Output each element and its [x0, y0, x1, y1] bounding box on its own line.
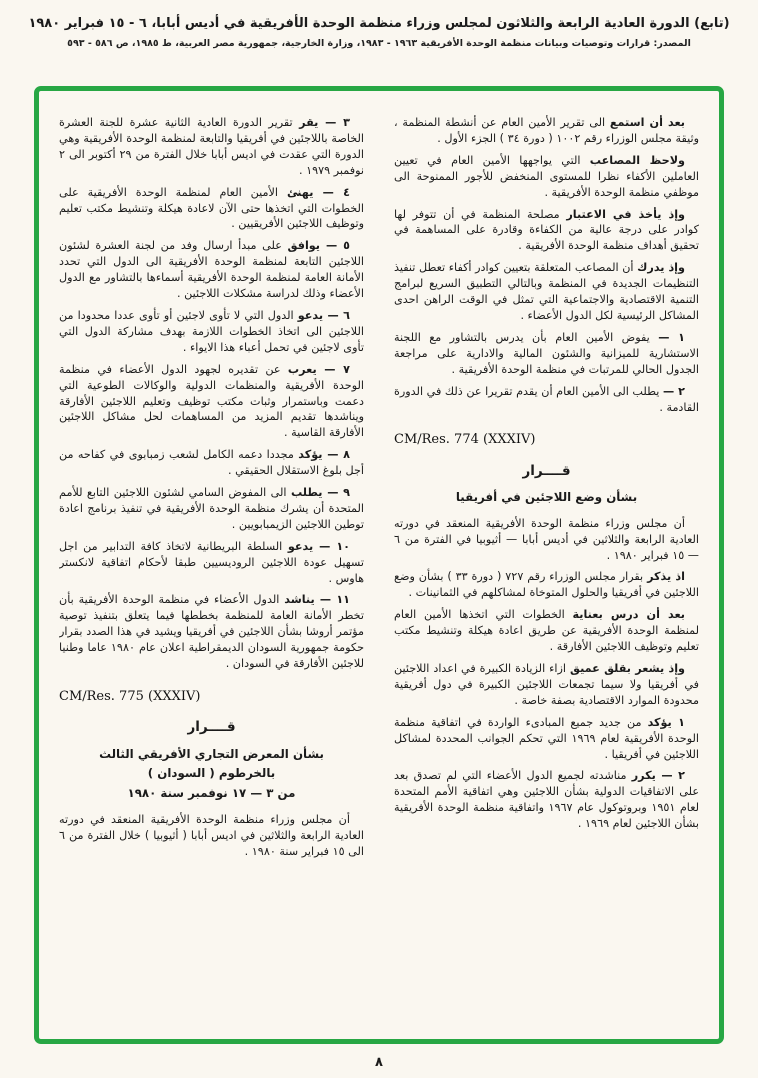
paragraph-lead: وإذ يشعر بقلق عميق: [570, 662, 685, 676]
paragraph-lead: ٩ — يطلب: [290, 486, 350, 500]
green-frame: [34, 86, 724, 1044]
paragraph-lead: ولاحظ المصاعب: [589, 153, 685, 167]
paragraph: [59, 592, 364, 672]
resolution-subtitle-775-line3: من ٣ — ١٧ نوفمبر سنة ١٩٨٠: [127, 786, 296, 801]
paragraph-text: بقرار مجلس الوزراء رقم ٧٢٧ ( دورة ٣٣ ) بشأن وضع اللاجئين في أفريقيا والحلول المتوخاة لمشاكلهم في الثمانينات .: [394, 570, 699, 600]
paragraph: [59, 485, 364, 533]
paragraph: [394, 207, 699, 255]
paragraph-lead: وإذ يدرك: [637, 261, 685, 275]
paragraph: [394, 661, 699, 709]
paragraph-text: مصلحة المنظمة في أن تتوفر لها كوادر على درجة عالية من الكفاءة وقادرة على المساهمة في تحقيق أهداف منظمة الوحدة الأفريقية .: [394, 207, 699, 253]
paragraph-lead: ٢ — يكرر: [631, 769, 685, 783]
paragraph-text: الى المفوض السامي لشئون اللاجئين التابع للأمم المتحدة أن يشرك منظمة الوحدة الأفريقية في تنفيذ برنامج اعادة توطين اللاجئين الزيمبابويين .: [59, 486, 364, 531]
paragraph-lead: ١١ — يناشد: [284, 593, 350, 607]
paragraph-text: مناشدته لجميع الدول الأعضاء التي لم تصدق بعد على الاتفاقيات الدولية بشأن اللاجئين وهي اتفاقية الأمم المتحدة لعام ١٩٥١ وبروتوكول عام ١٩٦٧ واتفاقية منظمة الوحدة الأفريقية بشأن اللاجئين لعام ١٩٦٩ .: [394, 769, 699, 831]
paragraph-text: الخطوات التي اتخذها الأمين العام لمنظمة الوحدة الأفريقية عن طريق اعادة هيكلة وتنشيط مكتب تعليم وتوظيف اللاجئين الأفارقة .: [394, 608, 699, 654]
paragraph-lead: وإذ يأخذ في الاعتبار: [566, 207, 685, 221]
paragraph-text: الدول الأعضاء في منظمة الوحدة الأفريقية بأن تخطر الأمانة العامة للمنظمة بخططها فيما يتعلق بتنفيذ توصية مؤتمر أروشا بشأن اللاجئين في أفريقيا ويشيد في هذا الصدد بقرار حكومة جمهورية السودان الديمقراطية اعلان عام ١٩٨٠ عاما وطنيا للاجئين الأفارقة في السودان .: [59, 593, 364, 671]
paragraph: [394, 384, 699, 416]
resolution-subtitle-774: بشأن وضع اللاجئين في أفريقيا: [455, 490, 638, 505]
document-title: (تابع) الدورة العادية الرابعة والثلاثون لمجلس وزراء منظمة الوحدة الأفريقية في أديس أبابا، ٦ - ١٥ فبراير ١٩٨٠: [28, 16, 730, 31]
paragraph: [394, 516, 699, 564]
paragraph-text: أن مجلس وزراء منظمة الوحدة الأفريقية المنعقد في دورته العادية الرابعة والثلاثين في أديس أبابا — أثيوبيا في الفترة من ٦ — ١٥ فبراير ١٩٨٠ .: [394, 516, 699, 562]
paragraph-lead: ٣ — يقر: [299, 116, 350, 129]
paragraph: [394, 153, 699, 201]
paragraph: [59, 115, 364, 179]
paragraph: [394, 115, 699, 147]
paragraph: [394, 569, 699, 601]
paragraph: [394, 260, 699, 324]
paragraph-text: الى تقرير الأمين العام عن أنشطة المنظمة ، وثيقة مجلس الوزراء رقم ١٠٠٢ ( دورة ٣٤ ) الجزء الأول .: [394, 116, 699, 145]
paragraph-lead: ٢ —: [663, 384, 685, 398]
paragraph-text: الدول التي لا تأوى لاجئين أو تأوى عددا محدودا من اللاجئين الى اتخاذ الخطوات اللازمة بهدف مشاركة الدول التي تأوى لاجئين في تحمل أعباء هذا الايواء .: [59, 308, 364, 354]
resolution-id-774: CM/Res. 774 (XXXIV): [394, 432, 536, 448]
paragraph-text: من جديد جميع المبادىء الواردة في اتفاقية منظمة الوحدة الأفريقية لعام ١٩٦٩ التي تحكم الجوانب المحددة لمشاكل اللاجئين في أفريقيا .: [394, 715, 699, 761]
paragraph: [59, 362, 364, 442]
paragraph-text: ازاء الزيادة الكبيرة في اعداد اللاجئين في أفريقيا ولا سيما تجمعات اللاجئين الكبيرة في دول أفريقية محدودة الموارد الاقتصادية بصفة خاصة .: [394, 662, 699, 707]
paragraph-lead: ١٠ — يدعو: [287, 539, 350, 553]
paragraph-text: عن تقديره لجهود الدول الأعضاء في منظمة الوحدة الأفريقية والمنظمات الدولية والوكالات الطوعية التي دعمت وباستمرار وثبات مكتب توظيف وتعليم اللاجئين الأفارقة ويناشدها تقديم المزيد من المساهمات لحل مشاكل اللاجئين الأفارقة القاسية .: [59, 362, 364, 440]
paragraph-lead: ٥ — يوافق: [287, 239, 351, 253]
paragraph-text: تقرير الدورة العادية الثانية عشرة للجنة العشرة الخاصة باللاجئين في أفريقيا والتابعة لمنظمة الوحدة الأفريقية وهي الدورة التي عقدت في اديس أبابا خلال الفترة من ٢٩ أكتوبر الى ٢ نوفمبر ١٩٧٩ .: [59, 116, 364, 177]
paragraph: [59, 447, 364, 479]
paragraph-text: على مبدأ ارسال وفد من لجنة العشرة لشئون اللاجئين التابعة لمنظمة الوحدة الأفريقية الى الدول التي تحدد الأمانة العامة لمنظمة الوحدة الأفريقية أسماءها بالتشاور مع الدول الأعضاء وذلك لدراسة مشكلات اللاجئين .: [59, 239, 364, 301]
paragraph: [394, 715, 699, 763]
resolution-title-774: قــــرار: [522, 462, 571, 479]
page-number: ٨: [375, 1055, 383, 1070]
paragraph-text: أن المصاعب المتعلقة بتعيين كوادر أكفاء تعطل تنفيذ التنظيمات الجديدة في المنظمة وبالتالي التطبيق السريع لبرامج التنمية الاقتصادية والاجتماعية التي تمثل في الوقت الراهن احدى المشاكل الرئيسية لكل الدول الأعضاء .: [394, 261, 699, 322]
column-left: [59, 115, 364, 1031]
paragraph: [394, 607, 699, 655]
paragraph-lead: بعد أن استمع: [609, 116, 685, 129]
paragraph: [59, 812, 364, 860]
resolution-title-775: قــــرار: [187, 719, 236, 736]
paragraph-lead: ٧ — يعرب: [287, 362, 350, 376]
paragraph-lead: ١ —: [658, 330, 685, 344]
paragraph-lead: ١ يؤكد: [647, 715, 686, 729]
paragraph: [59, 539, 364, 587]
resolution-id-775: CM/Res. 775 (XXXIV): [59, 689, 201, 704]
resolution-subtitle-775-line1: بشأن المعرض التجاري الأفريقي الثالث: [99, 746, 324, 761]
paragraph-text: السلطة البريطانية لاتخاذ كافة التدابير من اجل تسهيل عودة اللاجئين الروديسيين طبقا لأحكام اتفاقية لانكستر هاوس .: [59, 539, 364, 585]
resolution-subtitle-775-line2: بالخرطوم ( السودان ): [147, 766, 276, 781]
column-right: [394, 115, 699, 1031]
paragraph: [59, 185, 364, 233]
paragraph-lead: ٤ — يهنئ: [286, 185, 350, 199]
document-source: المصدر: قرارات وتوصيات وبيانات منظمة الوحدة الأفريقية ١٩٦٣ - ١٩٨٣، وزارة الخارجية، جمهورية مصر العربية، ط ١٩٨٥، ص ٥٨٦ - ٥٩٣: [67, 38, 691, 49]
paragraph: [394, 768, 699, 832]
paragraph-text: مجددا دعمه الكامل لشعب زمبابوى في كفاحه من أجل بلوغ الاستقلال الحقيقي .: [59, 448, 364, 478]
paragraph-text: التي يواجهها الأمين العام في تعيين العاملين الأكفاء نظرا للمستوى المنخفض للأجور الممنوحة الى موظفي منظمة الوحدة الأفريقية .: [394, 153, 699, 199]
text-columns: [59, 115, 699, 1031]
paragraph-lead: بعد أن درس بعناية: [572, 608, 685, 622]
paragraph: [59, 238, 364, 302]
paragraph-text: يطلب الى الأمين العام أن يقدم تقريرا عن ذلك في الدورة القادمة .: [394, 384, 699, 414]
paragraph-lead: ٦ — يدعو: [297, 308, 351, 322]
paragraph-lead: اذ يذكر: [647, 570, 685, 584]
page-header: [0, 0, 758, 49]
paragraph: [394, 330, 699, 378]
paragraph-lead: ٨ — يؤكد: [298, 448, 350, 462]
paragraph-text: الأمين العام لمنظمة الوحدة الأفريقية على الخطوات التي اتخذها حتى الآن لاعادة هيكلة وتنشيط مكتب تعليم وتوظيف اللاجئين الأفريقيين .: [59, 185, 364, 231]
paragraph: [59, 308, 364, 356]
paragraph-text: أن مجلس وزراء منظمة الوحدة الأفريقية المنعقد في دورته العادية الرابعة والثلاثين في اديس أبابا ( أثيوبيا ) خلال الفترة من ٦ الى ١٥ فبراير سنة ١٩٨٠ .: [59, 812, 364, 858]
paragraph-text: يفوض الأمين العام بأن يدرس بالتشاور مع اللجنة الاستشارية للميزانية والشئون المالية والادارية على مراجعة الجدول الحالي للمرتبات في منظمة الوحدة الأفريقية .: [394, 330, 699, 376]
